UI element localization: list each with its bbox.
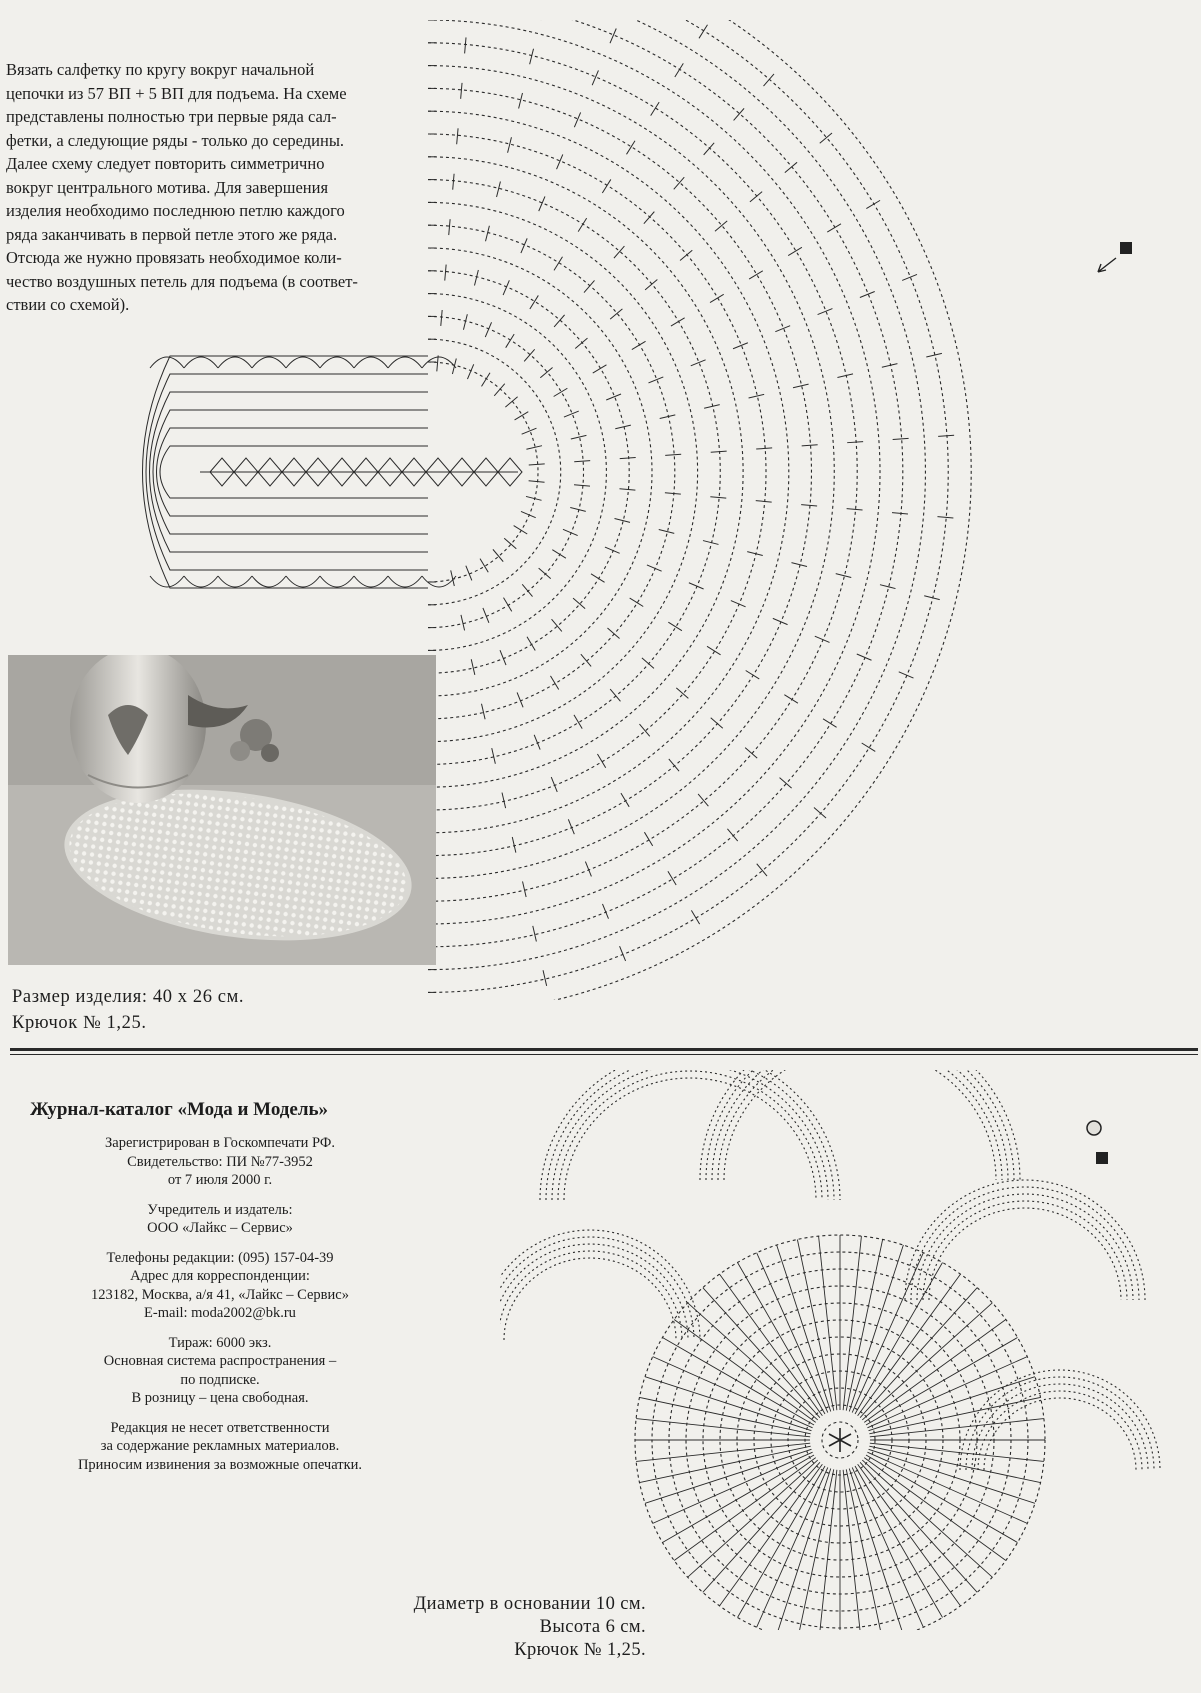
stitch <box>441 310 442 326</box>
row-start-marker-icon <box>1120 242 1132 254</box>
section-divider <box>10 1048 1198 1051</box>
stitch <box>632 341 646 349</box>
stitch <box>756 448 772 449</box>
imprint-line: Приносим извинения за возможные опечатки. <box>77 1456 363 1473</box>
doily-size-info <box>12 984 244 1036</box>
stitch <box>780 778 792 788</box>
scallop-row <box>706 1070 1014 1180</box>
stitch <box>651 102 659 116</box>
scallop-row <box>911 1187 1139 1300</box>
stitch <box>550 676 558 690</box>
scallop-row <box>564 1078 816 1200</box>
row-start-marker-icon <box>1096 1152 1108 1164</box>
instruction-line: изделия необходимо последнюю петлю каждого <box>6 201 345 220</box>
stitch <box>639 724 649 736</box>
scallop <box>252 357 286 368</box>
basket-dimensions <box>414 1593 646 1662</box>
stitch <box>659 530 675 534</box>
row-end-marker-icon <box>1087 1121 1101 1135</box>
stitch <box>665 493 681 494</box>
scallop <box>422 357 456 368</box>
stitch <box>880 585 896 589</box>
stitch <box>610 689 620 701</box>
stitch <box>530 295 538 309</box>
stitch <box>502 793 506 809</box>
stitch <box>676 688 688 698</box>
magazine-title: Журнал-каталог «Мода и Модель» <box>30 1099 329 1120</box>
stitch <box>445 265 446 281</box>
scallop-row <box>552 1070 828 1200</box>
scallop <box>320 357 354 368</box>
stitch <box>578 218 586 232</box>
stitch <box>847 509 863 510</box>
stitch <box>937 517 953 518</box>
stitch <box>568 819 574 834</box>
stitch <box>746 671 760 679</box>
stitch <box>711 451 727 452</box>
stitch-spoke <box>866 1338 1018 1426</box>
stitch <box>529 464 545 465</box>
stitch <box>614 246 624 258</box>
stitch <box>474 270 478 286</box>
stitch <box>698 794 708 806</box>
stitch <box>529 481 545 482</box>
scallop <box>252 576 286 587</box>
stitch <box>512 837 516 853</box>
instruction-line: чество воздушных петель для подъема (в соответ- <box>6 271 358 291</box>
stitch <box>757 864 767 876</box>
stitch <box>847 442 863 443</box>
stitch <box>902 274 917 280</box>
scallop-row <box>500 1251 682 1340</box>
email-address: E-mail: moda2002@bk.ru <box>144 1305 296 1321</box>
stitch-spoke <box>662 1455 814 1543</box>
stitch <box>585 862 591 877</box>
stitch <box>691 910 699 924</box>
center-star-icon <box>829 1428 851 1452</box>
instruction-line: Отсюда же нужно провязать необходимое коли- <box>6 248 342 267</box>
instruction-line: представлены полностью три первые ряда сал- <box>6 107 337 126</box>
stitch <box>481 704 485 720</box>
scallop <box>354 357 388 368</box>
product-size: Размер изделия: 40 х 26 см. <box>12 987 245 1007</box>
scallop <box>218 576 252 587</box>
stitch <box>521 238 527 253</box>
chart-row <box>428 20 971 1000</box>
stitch <box>747 552 763 556</box>
scallop <box>184 576 218 587</box>
imprint-line: Телефоны редакции: (095) 157-04-39 <box>106 1249 334 1266</box>
stitch <box>614 518 630 522</box>
stitch <box>860 292 875 298</box>
stitch <box>437 355 438 371</box>
contacts-block <box>30 1249 410 1323</box>
scallop <box>388 576 422 587</box>
stitch <box>524 349 534 361</box>
stitch <box>610 309 622 319</box>
stitch <box>519 93 523 109</box>
stitch <box>591 574 605 582</box>
stitch <box>756 501 772 502</box>
imprint-line: 123182, Москва, а/я 41, «Лайкс – Сервис» <box>91 1286 349 1303</box>
stitch <box>703 541 719 545</box>
circulation-block <box>30 1334 410 1408</box>
stitch <box>620 457 636 458</box>
stitch <box>602 179 610 193</box>
imprint-line: Адрес для корреспонденции: <box>130 1268 310 1284</box>
stitch <box>485 322 491 337</box>
imprint-line: В розницу – цена свободная. <box>131 1390 309 1406</box>
scallop <box>354 576 388 587</box>
stitch <box>620 946 626 961</box>
stitch <box>715 221 727 231</box>
scallop <box>286 576 320 587</box>
stitch <box>619 489 635 490</box>
imprint-line: Свидетельство: ПИ №77-3952 <box>127 1153 313 1170</box>
stitch <box>823 719 837 727</box>
stitch <box>734 108 744 120</box>
scallop-row <box>500 1237 694 1340</box>
stitch <box>820 133 832 143</box>
stitch <box>785 162 797 172</box>
stitch <box>482 373 490 387</box>
stitch <box>671 318 685 326</box>
basket-height: Высота 6 см. <box>539 1617 646 1637</box>
stitch <box>818 309 833 315</box>
stitch <box>526 446 542 450</box>
stitch <box>674 177 684 189</box>
stitch <box>802 445 818 446</box>
imprint-line: Зарегистрирован в Госкомпечати РФ. <box>105 1135 335 1151</box>
instruction-line: вокруг центрального мотива. Для завершения <box>6 177 329 197</box>
stitch <box>552 550 566 558</box>
stitch <box>557 154 563 169</box>
stitch <box>621 793 629 807</box>
stitch-spoke <box>866 1455 1018 1543</box>
stitch <box>665 454 681 455</box>
stitch <box>504 538 516 548</box>
imprint-line: Редакция не несет ответственности <box>110 1419 330 1436</box>
stitch <box>574 715 582 729</box>
stitch <box>745 748 757 758</box>
stitch <box>892 513 908 514</box>
instruction-line: Далее схему следует повторить симметрично <box>6 154 325 173</box>
stitch <box>497 181 501 197</box>
chart-row <box>428 20 948 992</box>
stitch <box>552 619 562 631</box>
stitch <box>938 435 954 436</box>
imprint-line: Тираж: 6000 экз. <box>168 1334 272 1351</box>
stitch <box>699 25 707 39</box>
imprint-line: по подписке. <box>180 1371 260 1388</box>
scallop-row <box>923 1201 1127 1300</box>
stitch <box>793 384 809 388</box>
stitch <box>506 334 514 348</box>
stitch <box>471 659 475 675</box>
basket-crochet-chart <box>500 1070 1200 1630</box>
instruction-line: цепочки из 57 ВП + 5 ВП для подъема. На схеме <box>6 83 347 103</box>
stitch-spoke <box>738 1466 826 1618</box>
imprint-line: от 7 июля 2000 г. <box>167 1172 273 1188</box>
scallop-row <box>929 1208 1121 1300</box>
scallop-row <box>984 1398 1136 1470</box>
stitch <box>539 196 545 211</box>
scallop-row <box>724 1070 996 1180</box>
stitch <box>710 294 724 302</box>
scallop <box>422 576 456 587</box>
imprint-line: за содержание рекламных материалов. <box>100 1438 340 1454</box>
stitch <box>574 461 590 462</box>
magazine-imprint <box>30 1098 410 1485</box>
stitch <box>775 326 790 332</box>
stitch-spoke <box>662 1338 814 1426</box>
stitch <box>514 526 528 534</box>
stitch <box>675 63 683 77</box>
stitch <box>493 549 503 561</box>
stitch <box>836 574 852 578</box>
scallop-row <box>700 1070 1020 1180</box>
imprint-line: Основная система распространения – <box>103 1353 337 1369</box>
stitch <box>457 128 458 144</box>
scallop-row <box>960 1370 1160 1470</box>
stitch <box>461 83 462 99</box>
stitch <box>574 485 590 486</box>
scallop-row <box>978 1391 1142 1470</box>
instruction-line: ряда заканчивать в первой петле этого же ряда. <box>6 224 338 244</box>
stitch <box>570 507 586 511</box>
stitch <box>704 405 720 409</box>
hook-size: Крючок № 1,25. <box>12 1013 147 1033</box>
scallop <box>320 576 354 587</box>
stitch <box>543 970 547 986</box>
scallop-row <box>540 1070 840 1200</box>
stitch-spoke <box>855 1466 943 1618</box>
stitch <box>551 777 557 792</box>
stitch <box>627 141 635 155</box>
stitch <box>461 615 465 631</box>
stitch <box>801 505 817 506</box>
stitch <box>554 257 562 271</box>
stitch <box>534 735 540 750</box>
stitch <box>486 226 490 242</box>
doily-photo <box>8 655 436 965</box>
stitch <box>630 598 644 606</box>
founder-block <box>30 1201 410 1238</box>
stitch <box>749 271 763 279</box>
chart-row <box>428 20 925 970</box>
stitch <box>784 695 798 703</box>
stitch <box>602 904 608 919</box>
instruction-line: ствии со схемой). <box>6 295 130 314</box>
scallop <box>184 357 218 368</box>
stitch <box>668 622 682 630</box>
stitch <box>526 496 542 500</box>
stitch <box>527 637 535 651</box>
stitch <box>924 596 940 600</box>
chart-row <box>428 20 903 947</box>
stitch-spoke <box>738 1262 826 1414</box>
stitch-spoke <box>855 1262 943 1414</box>
direction-arrow-icon <box>1098 258 1116 272</box>
disclaimer-block <box>30 1419 410 1475</box>
scallop-row <box>917 1194 1133 1300</box>
stitch <box>660 415 676 419</box>
scallop <box>286 357 320 368</box>
stitch <box>449 219 450 235</box>
instruction-line: фетки, а следующие ряды - только до середины. <box>6 130 345 150</box>
stitch <box>533 926 537 942</box>
imprint-line: ООО «Лайкс – Сервис» <box>147 1220 293 1236</box>
stitch <box>573 598 585 608</box>
instruction-line: Вязать салфетку по кругу вокруг начальной <box>6 60 315 79</box>
stitch <box>523 881 527 897</box>
stitch <box>615 425 631 429</box>
stitch <box>463 314 467 330</box>
scallop-row <box>712 1070 1008 1180</box>
stitch <box>508 137 512 153</box>
stitch-spoke <box>819 1470 837 1630</box>
stitch <box>644 832 652 846</box>
stitch <box>504 598 512 612</box>
scallop <box>388 357 422 368</box>
imprint-line: Учредитель и издатель: <box>147 1201 293 1218</box>
hook-size: Крючок № 1,25. <box>514 1640 646 1660</box>
registration-block <box>30 1134 410 1190</box>
stitch <box>710 497 726 498</box>
stitch <box>465 37 466 53</box>
stitch <box>837 374 853 378</box>
stitch <box>540 367 552 377</box>
stitch <box>571 435 587 439</box>
stitch <box>862 743 876 751</box>
stitch <box>530 49 534 65</box>
stitch <box>467 364 473 379</box>
stitch <box>707 646 721 654</box>
scallop-row <box>504 1258 676 1340</box>
stitch <box>503 280 509 295</box>
stitch <box>749 394 765 398</box>
stitch <box>866 200 880 208</box>
stitch-spoke <box>843 1470 861 1630</box>
base-diameter: Диаметр в основании 10 см. <box>413 1594 646 1614</box>
scallop <box>218 357 252 368</box>
scallop-row <box>718 1070 1002 1180</box>
stitch <box>554 388 568 396</box>
stitch <box>453 174 454 190</box>
stitch <box>505 397 517 407</box>
section-divider-thin <box>10 1054 1198 1055</box>
stitch <box>882 364 898 368</box>
stitch <box>492 748 496 764</box>
stitch <box>893 438 909 439</box>
